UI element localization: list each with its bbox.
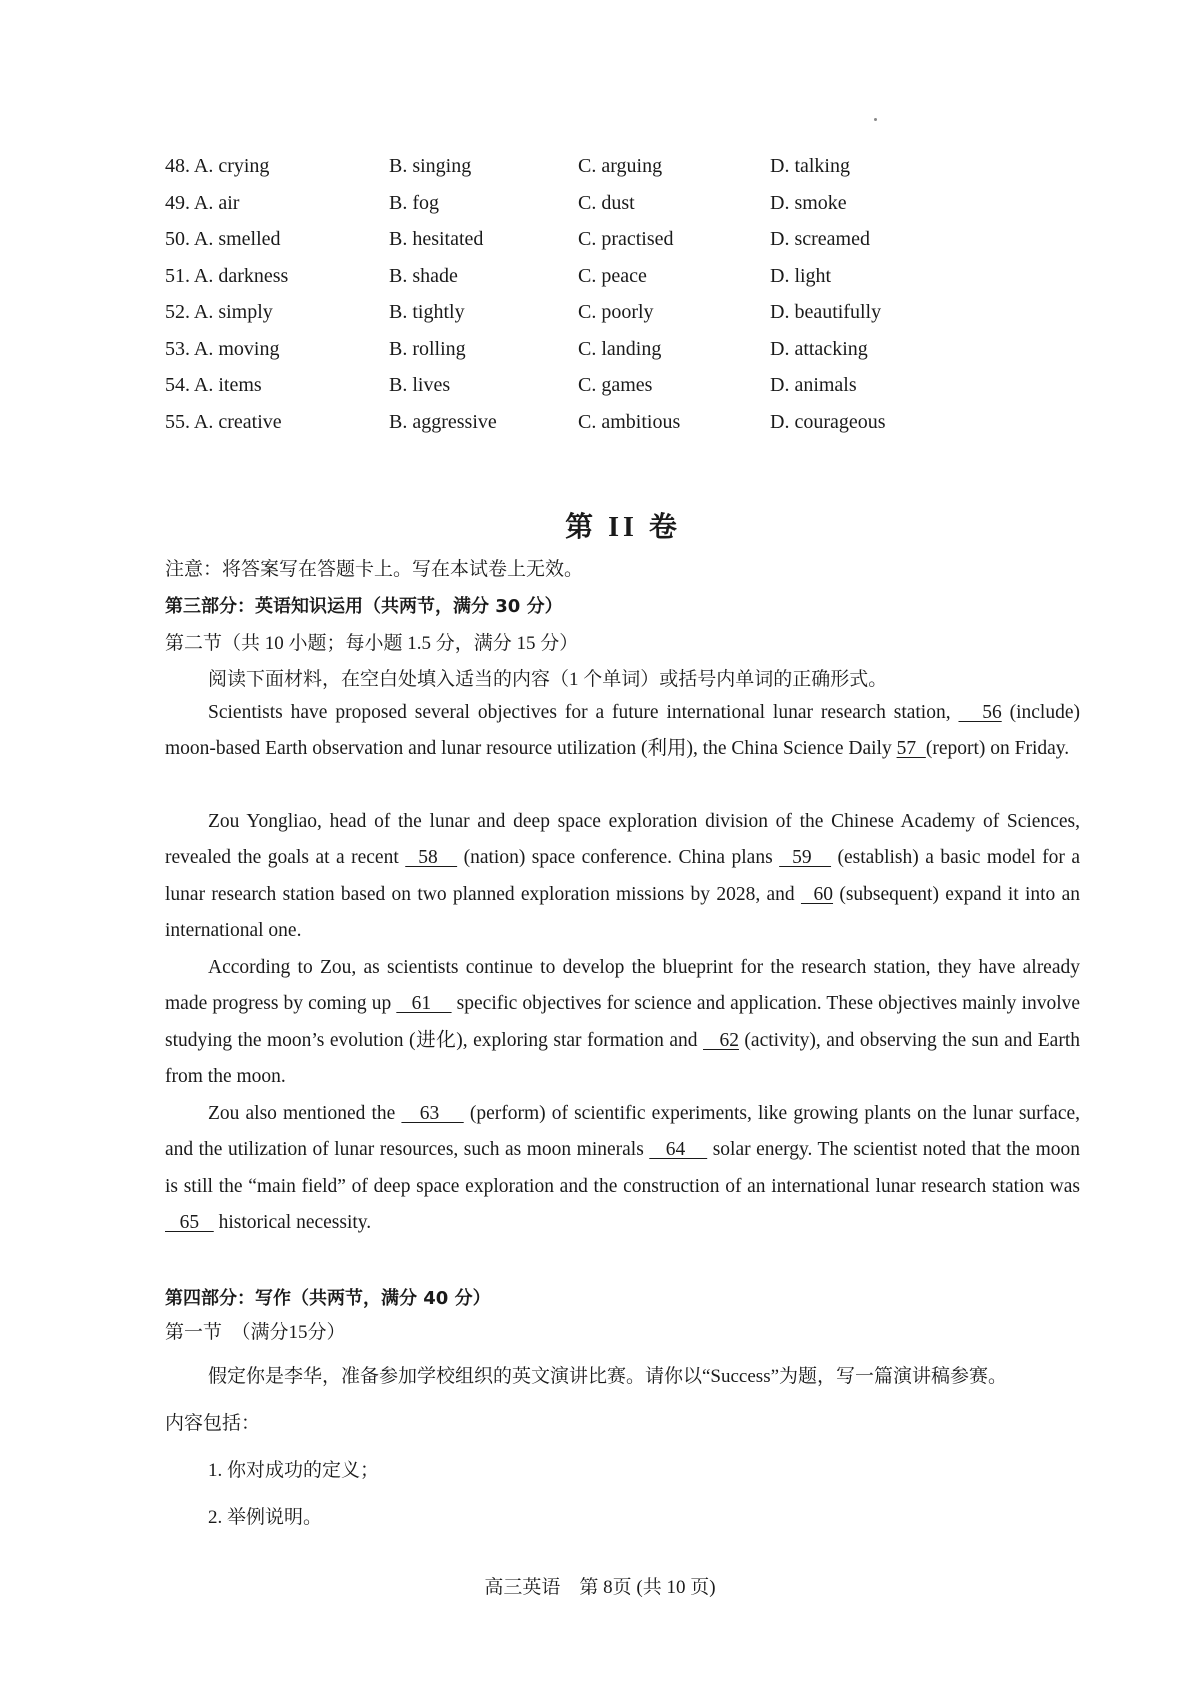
option-c: C. games	[578, 374, 653, 396]
instruction: 阅读下面材料，在空白处填入适当的内容（1 个单词）或括号内单词的正确形式。	[208, 669, 888, 690]
options-table	[165, 148, 965, 440]
option-d: D. attacking	[770, 337, 868, 360]
passage-text: (establish) a basic model for a lunar research station based on two planned exploration missions by 2028, and	[165, 847, 1080, 905]
part3-title: 第三部分：英语知识运用（共两节，满分 30 分）	[165, 596, 563, 617]
option-a: 54. A. items	[165, 374, 262, 396]
passage-text: historical necessity.	[213, 1212, 372, 1234]
passage-text: Zou Yongliao, head of the lunar and deep space exploration division of the Chinese Academy of Sciences, revealed the goals at a recent	[165, 811, 1080, 869]
passage-paragraph-1	[165, 695, 1080, 768]
option-d: D. light	[770, 264, 832, 287]
passage-text: Zou also mentioned the	[208, 1103, 402, 1124]
blank-58: 58	[405, 847, 458, 869]
option-b: B. hesitated	[389, 228, 484, 250]
section1-title: 第一节 （满分15分）	[165, 1322, 346, 1343]
blank-65: 65	[165, 1212, 214, 1234]
option-row	[165, 331, 965, 368]
option-d: D. talking	[770, 155, 850, 177]
scan-dot	[874, 118, 877, 121]
option-b: B. aggressive	[389, 410, 497, 433]
content-label: 内容包括：	[165, 1413, 261, 1434]
option-row	[165, 404, 965, 441]
option-a: 51. A. darkness	[165, 264, 289, 287]
blank-62: 62	[703, 1029, 739, 1051]
passage-text: specific objectives for science and application. These objectives mainly involve studying the moon’s evolution (进化), exploring star formation and	[165, 993, 1081, 1051]
option-d: D. smoke	[770, 191, 847, 214]
option-a: 53. A. moving	[165, 337, 280, 360]
blank-56: 56	[958, 702, 1002, 723]
option-row	[165, 258, 965, 295]
passage-text: (include) moon-based Earth observation and lunar resource utilization (利用), the China Science Daily	[165, 702, 1080, 760]
passage-paragraph-2	[165, 804, 1080, 950]
passage-text: (nation) space conference. China plans	[457, 847, 780, 869]
option-c: C. ambitious	[578, 410, 681, 433]
section2-title: 第二节（共 10 小题；每小题 1.5 分，满分 15 分）	[165, 633, 579, 654]
option-row	[165, 294, 965, 331]
option-c: C. practised	[578, 228, 674, 250]
passage-text: (report) on Friday.	[925, 738, 1070, 760]
option-d: D. beautifully	[770, 301, 882, 323]
option-c: C. arguing	[578, 155, 663, 177]
option-d: D. courageous	[770, 410, 886, 433]
option-a: 50. A. smelled	[165, 228, 281, 250]
option-b: B. singing	[389, 155, 472, 177]
option-c: C. landing	[578, 337, 662, 360]
blank-64: 64	[649, 1139, 708, 1161]
blank-61: 61	[396, 993, 452, 1015]
option-row	[165, 221, 965, 258]
passage-text: (perform) of scientific experiments, like growing plants on the lunar surface, and the utilization of lunar resources, such as moon minerals	[165, 1103, 1081, 1161]
option-row	[165, 148, 965, 185]
option-b: B. shade	[389, 264, 458, 287]
option-c: C. poorly	[578, 301, 654, 323]
blank-63: 63	[401, 1103, 464, 1124]
option-c: C. dust	[578, 191, 635, 214]
content-point-2: 2. 举例说明。	[208, 1507, 323, 1528]
option-a: 52. A. simply	[165, 301, 273, 323]
option-row	[165, 367, 965, 404]
content-point-1: 1. 你对成功的定义；	[208, 1460, 380, 1481]
passage-text: Scientists have proposed several objectives for a future international lunar research station,	[208, 702, 959, 723]
option-a: 49. A. air	[165, 191, 240, 214]
writing-prompt: 假定你是李华，准备参加学校组织的英文演讲比赛。请你以“Success”为题，写一篇演讲稿参赛。	[208, 1366, 1008, 1387]
blank-57: 57	[896, 738, 926, 760]
option-d: D. animals	[770, 374, 857, 396]
part4-title: 第四部分：写作（共两节，满分 40 分）	[165, 1288, 491, 1309]
passage-text: (activity), and observing the sun and Earth from the moon.	[165, 1029, 1081, 1088]
option-row	[165, 185, 965, 222]
option-c: C. peace	[578, 264, 647, 287]
option-b: B. lives	[389, 374, 451, 396]
passage-paragraph-4	[165, 1096, 1080, 1242]
option-b: B. rolling	[389, 337, 466, 360]
option-d: D. screamed	[770, 228, 870, 250]
passage-text: solar energy. The scientist noted that the moon is still the “main field” of deep space exploration and the construction of an international lunar research station was	[165, 1139, 1080, 1197]
page-footer: 高三英语 第 8页 (共 10 页)	[484, 1577, 716, 1598]
passage-text: (subsequent) expand it into an international one.	[165, 883, 1080, 942]
option-a: 55. A. creative	[165, 410, 282, 433]
blank-59: 59	[779, 847, 832, 869]
volume-title: 第 II 卷	[565, 512, 681, 543]
blank-60: 60	[800, 883, 834, 905]
option-a: 48. A. crying	[165, 155, 270, 177]
option-b: B. fog	[389, 191, 439, 214]
note: 注意：将答案写在答题卡上。写在本试卷上无效。	[165, 559, 584, 580]
passage-paragraph-3	[165, 950, 1080, 1096]
option-b: B. tightly	[389, 301, 465, 323]
passage-text: According to Zou, as scientists continue to develop the blueprint for the research station, they have already made progress by coming up	[165, 957, 1080, 1015]
